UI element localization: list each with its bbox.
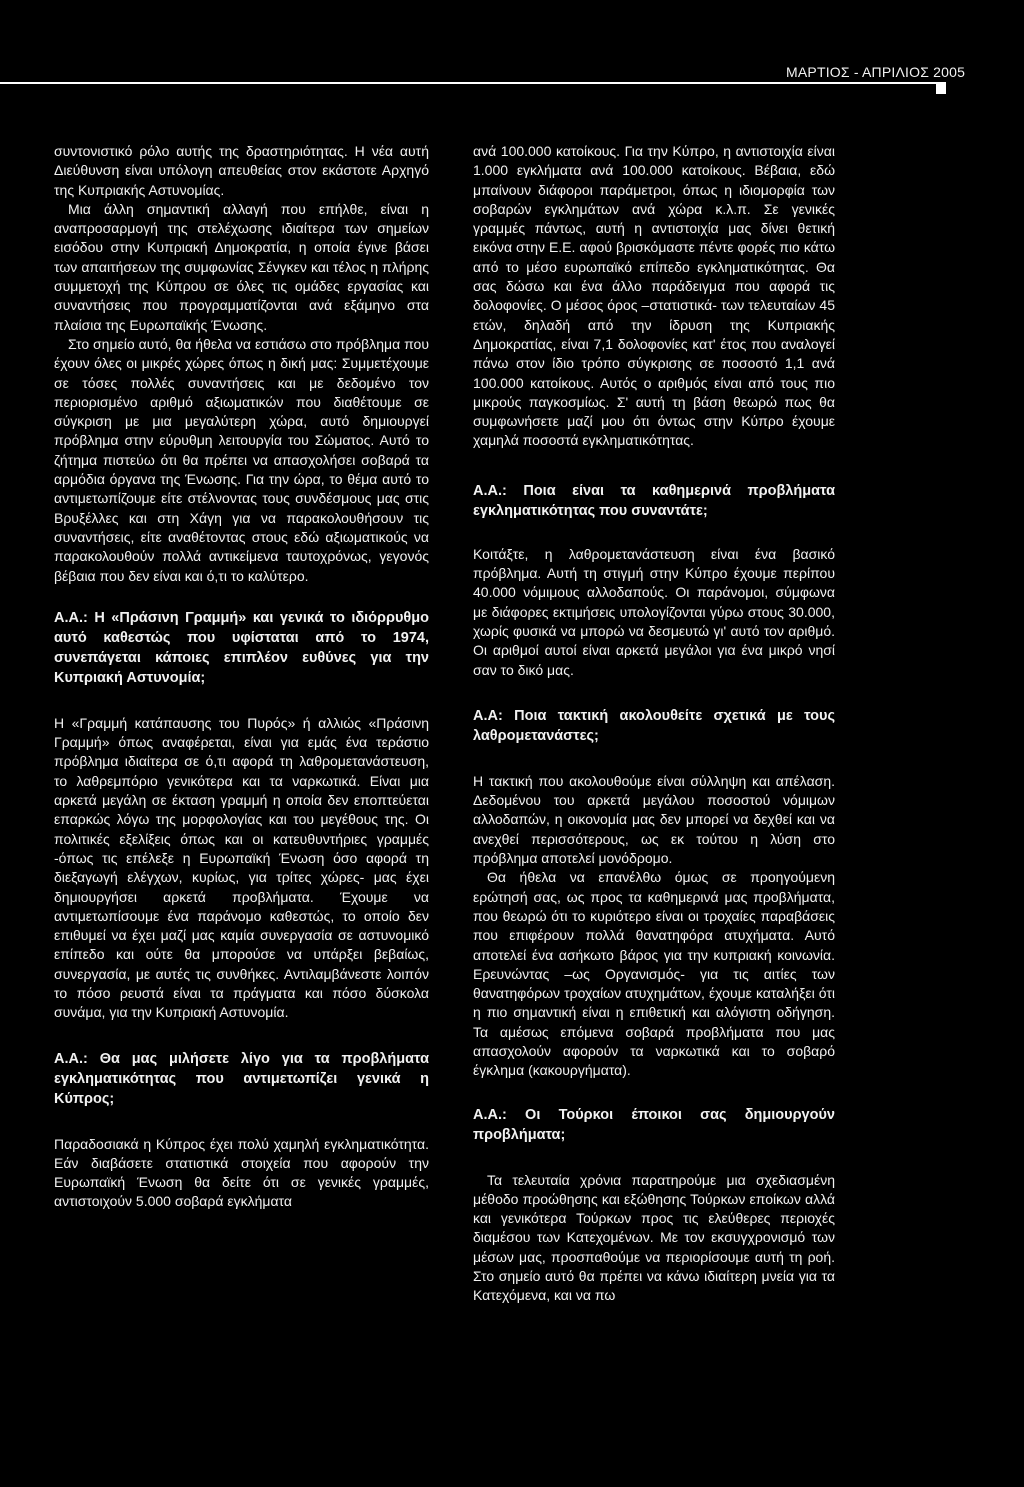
- interview-question: Α.Α: Ποια τακτική ακολουθείτε σχετικά με τους λαθρομετανάστες;: [473, 707, 835, 744]
- interview-answer: Τα τελευταία χρόνια παρατηρούμε μια σχεδιασμένη μέθοδο προώθησης και εξώθησης Τούρκων εποίκων αλλά και γενικότερα Τούρκων προς τις ελεύθερες περιοχές διαμέσου των Κατεχομένων. Με τον εκσυγχρονισμό των μέσων μας, προσπαθούμε να περιορίσουμε αυτή τη ροή. Στο σημείο αυτό θα πρέπει να κάνω ιδιαίτερη μνεία για τα Κατεχόμενα, και να πω: [473, 1171, 835, 1304]
- interview-answer: Παραδοσιακά η Κύπρος έχει πολύ χαμηλή εγκληματικότητα. Εάν διαβάσετε στατιστικά στοιχεία που αφορούν την Ευρωπαϊκή Ένωση θα δείτε ότι σε γενικές γραμμές, αντιστοιχούν 5.000 σοβαρά εγκλήματα: [54, 1135, 429, 1210]
- interview-answer: Κοιτάξτε, η λαθρομετανάστευση είναι ένα βασικό πρόβλημα. Αυτή τη στιγμή στην Κύπρο έχουμε περίπου 40.000 νόμιμους αλλοδαπούς. Οι παράνομοι, σύμφωνα με διάφορες εκτιμήσεις υπολογίζονται γύρω στους 30.000, χωρίς φυσικά να μπορώ να δεσμευτώ γι' αυτό τον αριθμό. Οι αριθμοί αυτοί είναι αρκετά μεγάλοι για ένα μικρό νησί σαν το δικό μας.: [473, 545, 835, 678]
- paragraph: ανά 100.000 κατοίκους. Για την Κύπρο, η αντιστοιχία είναι 1.000 εγκλήματα ανά 100.000 κατοίκους. Βέβαια, εδώ μπαίνουν διάφοροι παράμετροι, όπως η ιδιομορφία των σοβαρών εγκλημάτων ανά χώρα κ.λ.π. Σε γενικές γραμμές πάντως, αυτή η αντιστοιχία μας δίνει θετική εικόνα στην Ε.Ε. αφού βρισκόμαστε πέντε φορές πιο κάτω από το μέσο ευρωπαϊκό επίπεδο εγκληματικότητας. Θα σας δώσω και ένα άλλο παράδειγμα που αφορά τις δολοφονίες. Ο μέσος όρος –στατιστικά- των τελευταίων 45 ετών, δηλαδή από την ίδρυση της Κυπριακής Δημοκρατίας, είναι 7,1 δολοφονίες κατ' έτος που αναλογεί πάνω στον ίδιο τρόπο σύγκρισης σε ποσοστό 1,1 ανά 100.000 κατοίκους. Αυτός ο αριθμός είναι από τους πιο μικρούς παγκοσμίως. Σ' αυτή τη βάση θεωρώ πως θα συμφωνήσετε μαζί μου ότι όντως στην Κύπρο έχουμε χαμηλά ποσοστά εγκληματικότητας.: [473, 143, 835, 449]
- left-column: [54, 142, 429, 1212]
- interview-question: Α.Α.: Οι Τούρκοι έποικοι σας δημιουργούν προβλήματα;: [473, 1106, 835, 1143]
- interview-answer: Η τακτική που ακολουθούμε είναι σύλληψη και απέλαση. Δεδομένου του αρκετά μεγάλου ποσοστού νόμιμων αλλοδαπών, η οικονομία μας δεν μπορεί να δεχθεί και να ανεχθεί περισσότερους, ως εκ τούτου η λύση στο πρόβλημα αποτελεί μονόδρομο.: [473, 772, 835, 867]
- interview-answer: Η «Γραμμή κατάπαυσης του Πυρός» ή αλλιώς «Πράσινη Γραμμή» όπως αναφέρεται, είναι για εμάς ένα τεράστιο πρόβλημα ιδιαίτερα σε ό,τι αφορά τη λαθρομετανάστευση, το λαθρεμπόριο γενικότερα και τα ναρκωτικά. Είναι μια αρκετά μεγάλη σε έκταση γραμμή η οποία δεν εποπτεύεται επαρκώς λόγω της μορφολογίας και του μεγέθους της. Οι πολιτικές εξελίξεις όπως και οι κατευθυντήριες γραμμές -όπως τις επέλεξε η Ευρωπαϊκή Ένωση όσο αφορά τη διεξαγωγή ελέγχων, κυρίως, για τρίτες χώρες- μας έχει δημιουργήσει αρκετά προβλήματα. Έχουμε να αντιμετωπίσουμε ένα παράνομο καθεστώς, το οποίο δεν επιθυμεί να έχει μαζί μας καμία συνεργασία σε αστυνομικό επίπεδο και ούτε θα μπορούσε να υπάρξει βεβαίως, συνεργασία, με αυτές τις συνθήκες. Αντιλαμβάνεστε λοιπόν το πόσο ρευστά είναι τα πράγματα και πόσο δύσκολα συνάμα, για την Κυπριακή Αστυνομία.: [54, 714, 429, 1021]
- paragraph: συντονιστικό ρόλο αυτής της δραστηριότητας. Η νέα αυτή Διεύθυνση είναι υπόλογη απευθείας στον εκάστοτε Αρχηγό της Κυπριακής Αστυνομίας.: [54, 143, 429, 198]
- paragraph: Στο σημείο αυτό, θα ήθελα να εστιάσω στο πρόβλημα που έχουν όλες οι μικρές χώρες όπως η δική μας: Συμμετέχουμε σε τόσες πολλές συναντήσεις και με δεδομένο τον περιορισμένο αριθμό αξιωματικών που διαθέτουμε σε σύγκριση με μια μεγαλύτερη χώρα, αυτό δημιουργεί πρόβλημα στην εύρυθμη λειτουργία του Σώματος. Αυτό το ζήτημα πιστεύω ότι θα πρέπει να απασχολήσει σοβαρά τα αρμόδια όργανα της Ένωσης. Για την ώρα, το θέμα αυτό το αντιμετωπίζουμε είτε στέλνοντας τους συνδέσμους μας στις Βρυξέλλες και στη Χάγη για να παρακολουθήσουν τις συναντήσεις, είτε αναθέτοντας στους εδώ αξιωματικούς να παρακολουθούν πολλά αντικείμενα ταυτοχρόνως, γεγονός βέβαια που δεν είναι και ό,τι το καλύτερο.: [54, 335, 429, 584]
- interview-question: Α.Α.: Η «Πράσινη Γραμμή» και γενικά το ιδιόρρυθμο αυτό καθεστώς που υφίσταται από το 1974, συνεπάγεται κάποιες επιπλέον ευθύνες για την Κυπριακή Αστυνομία;: [54, 609, 429, 686]
- paragraph: Μια άλλη σημαντική αλλαγή που επήλθε, είναι η αναπροσαρμογή της στελέχωσης ιδιαίτερα των σημείων εισόδου στην Κυπριακή Δημοκρατία, η οποία έγινε βάσει των απαιτήσεων της συμφωνίας Σένγκεν και τέλος η πλήρης συμμετοχή της Κύπρου σε όλες τις ομάδες εργασίας και συναντήσεις που προγραμματίζονται ανά εξάμηνο στα πλαίσια της Ευρωπαϊκής Ένωσης.: [54, 200, 429, 333]
- interview-question: Α.Α.: Θα μας μιλήσετε λίγο για τα προβλήματα εγκληματικότητας που αντιμετωπίζει γενικά η Κύπρος;: [54, 1050, 429, 1107]
- interview-answer: Θα ήθελα να επανέλθω όμως σε προηγούμενη ερώτησή σας, ως προς τα καθημερινά μας προβλήματα, που θεωρώ ότι το κυριότερο είναι οι τροχαίες παραβάσεις που επιφέρουν πολλά θανατηφόρα ατυχήματα. Αυτό αποτελεί ένα ασήκωτο βάρος για την κυπριακή κοινωνία. Ερευνώντας –ως Οργανισμός- για τις αιτίες των θανατηφόρων τροχαίων ατυχημάτων, έχουμε καταλήξει ότι η πιο σημαντική είναι η επιθετική και αλόγιστη οδήγηση. Τα αμέσως επόμενα σοβαρά προβλήματα που μας απασχολούν αφορούν τα ναρκωτικά και το σοβαρό έγκλημα (κακουργήματα).: [473, 869, 835, 1079]
- issue-date: ΜΑΡΤΙΟΣ - ΑΠΡΙΛΙΟΣ 2005: [786, 64, 966, 80]
- header-rule: [0, 82, 945, 84]
- right-column: [473, 142, 835, 1306]
- interview-question: Α.Α.: Ποια είναι τα καθημερινά προβλήματα εγκληματικότητας που συναντάτε;: [473, 482, 835, 519]
- header-rule-tab: [936, 82, 946, 94]
